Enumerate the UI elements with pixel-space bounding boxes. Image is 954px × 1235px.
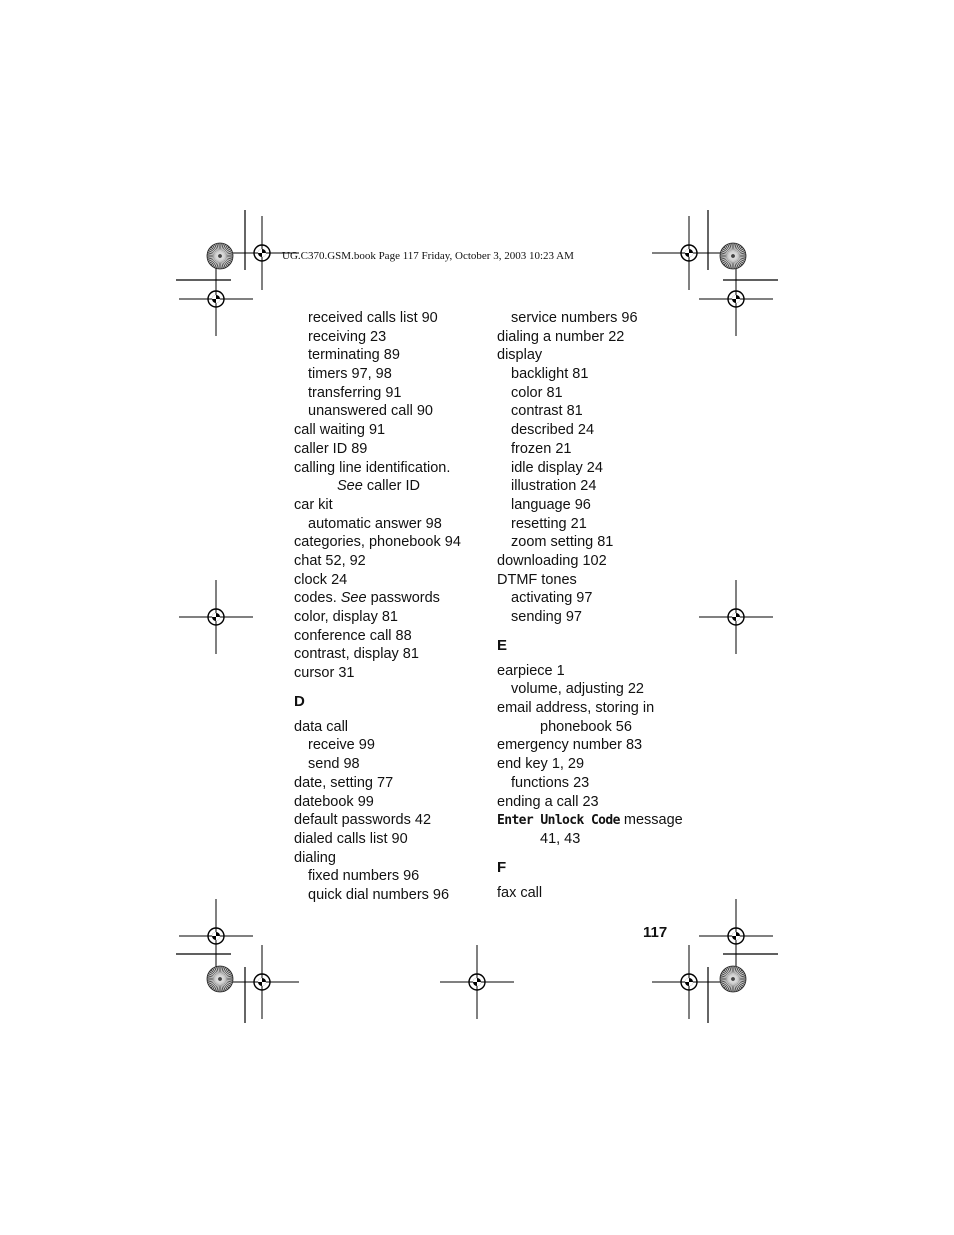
index-entry — [497, 533, 697, 552]
index-entry — [497, 718, 697, 737]
entry-text: volume, adjusting 22 — [511, 681, 644, 698]
registration-target-icon — [179, 899, 253, 973]
index-entry — [294, 645, 494, 664]
index-entry — [294, 365, 494, 384]
entry-text: fixed numbers 96 — [308, 868, 420, 885]
registration-target-icon — [699, 899, 773, 973]
index-entry — [497, 309, 697, 328]
entry-text: default passwords 42 — [294, 812, 432, 829]
entry-text: functions 23 — [511, 774, 590, 791]
entry-text: receiving 23 — [308, 328, 387, 345]
entry-text: activating 97 — [511, 590, 593, 607]
registration-target-icon — [699, 262, 773, 336]
index-entry — [497, 477, 697, 496]
entry-text: See — [337, 478, 363, 495]
display-message-text: Enter Unlock Code — [497, 813, 620, 829]
index-entry — [497, 736, 697, 755]
registration-target-icon — [225, 945, 299, 1019]
index-entry — [294, 755, 494, 774]
entry-text: passwords — [366, 590, 440, 607]
entry-text: conference call 88 — [294, 627, 412, 644]
registration-target-icon — [440, 945, 514, 1019]
entry-text: zoom setting 81 — [511, 534, 614, 551]
entry-text: caller ID 89 — [294, 440, 368, 457]
index-entry — [497, 421, 697, 440]
entry-text: clock 24 — [294, 571, 348, 588]
entry-text: received calls list 90 — [308, 310, 438, 326]
index-entry — [294, 440, 494, 459]
starburst-icon — [720, 966, 746, 992]
entry-text: automatic answer 98 — [308, 515, 442, 532]
index-entry — [497, 571, 697, 590]
index-entry — [497, 496, 697, 515]
entry-text: sending 97 — [511, 609, 582, 625]
entry-text: ending a call 23 — [497, 793, 599, 810]
index-entry — [294, 515, 494, 534]
index-entry — [497, 384, 697, 403]
index-entry — [497, 402, 697, 421]
index-entry — [294, 718, 494, 737]
starburst-icon — [720, 243, 746, 269]
page-number: 117 — [643, 924, 668, 941]
index-entry — [294, 608, 494, 627]
index-entry — [294, 309, 494, 328]
index-entry — [294, 627, 494, 646]
entry-text: end key 1, 29 — [497, 756, 585, 773]
index-entry — [497, 811, 697, 830]
entry-text: quick dial numbers 96 — [308, 886, 450, 903]
entry-text: receive 99 — [308, 737, 375, 754]
starburst-icon — [207, 243, 233, 269]
entry-text: call waiting 91 — [294, 422, 386, 439]
entry-text: fax call — [497, 884, 543, 901]
entry-text: data call — [294, 718, 349, 735]
index-entry — [497, 459, 697, 478]
index-entry — [294, 774, 494, 793]
entry-text: idle display 24 — [511, 459, 603, 476]
index-entry — [497, 589, 697, 608]
index-column-left — [294, 309, 494, 905]
index-column-right — [497, 309, 697, 902]
index-entry — [294, 552, 494, 571]
entry-text: contrast, display 81 — [294, 646, 419, 663]
entry-text: contrast 81 — [511, 403, 583, 420]
entry-text: caller ID — [362, 478, 421, 495]
registration-target-icon — [179, 262, 253, 336]
entry-text: language 96 — [511, 496, 591, 513]
index-entry — [294, 477, 494, 496]
entry-text: chat 52, 92 — [294, 552, 366, 569]
entry-text: email address, storing in — [497, 700, 655, 717]
index-entry — [294, 459, 494, 478]
entry-text: message — [619, 812, 683, 829]
entry-text: unanswered call 90 — [308, 403, 433, 420]
section-letter: E — [497, 636, 508, 654]
index-entry — [294, 328, 494, 347]
entry-text: timers 97, 98 — [308, 366, 392, 383]
registration-target-icon — [652, 945, 726, 1019]
section-letter: F — [497, 858, 507, 876]
entry-text: transferring 91 — [308, 384, 402, 401]
entry-text: backlight 81 — [511, 366, 589, 383]
index-entry — [497, 552, 697, 571]
entry-text: datebook 99 — [294, 793, 374, 810]
index-entry — [294, 849, 494, 868]
entry-text: color 81 — [511, 384, 563, 401]
entry-text: display — [497, 347, 543, 364]
index-entry — [497, 608, 697, 627]
entry-text: DTMF tones — [497, 571, 577, 588]
index-entry — [294, 793, 494, 812]
index-entry — [294, 402, 494, 421]
entry-text: date, setting 77 — [294, 774, 394, 791]
registration-target-icon — [699, 580, 773, 654]
index-entry — [497, 365, 697, 384]
starburst-icon — [207, 966, 233, 992]
index-entry — [497, 662, 697, 681]
index-entry — [497, 328, 697, 347]
index-entry — [497, 830, 697, 849]
index-entry — [294, 867, 494, 886]
entry-text: cursor 31 — [294, 665, 355, 682]
index-entry — [294, 811, 494, 830]
index-entry — [294, 664, 494, 683]
entry-text: earpiece 1 — [497, 662, 565, 679]
entry-text: dialing — [294, 849, 336, 866]
index-entry — [497, 793, 697, 812]
registration-target-icon — [179, 580, 253, 654]
index-entry — [497, 680, 697, 699]
entry-text: downloading 102 — [497, 552, 607, 569]
entry-text: codes. — [294, 590, 341, 607]
entry-text: car kit — [294, 496, 333, 513]
entry-text: phonebook 56 — [540, 718, 632, 735]
index-entry — [497, 440, 697, 459]
entry-text: dialing a number 22 — [497, 328, 625, 345]
entry-text: send 98 — [308, 756, 360, 773]
index-entry — [294, 533, 494, 552]
entry-text: service numbers 96 — [511, 310, 638, 326]
entry-text: described 24 — [511, 422, 595, 439]
section-letter: D — [294, 692, 305, 710]
entry-text: dialed calls list 90 — [294, 830, 408, 847]
index-entry — [294, 571, 494, 590]
index-entry — [497, 699, 697, 718]
index-entry — [497, 755, 697, 774]
index-entry — [294, 589, 494, 608]
entry-text: 41, 43 — [540, 830, 581, 847]
index-entry — [294, 736, 494, 755]
index-entry — [294, 421, 494, 440]
index-entry — [497, 774, 697, 793]
index-entry — [497, 884, 697, 903]
entry-text: illustration 24 — [511, 478, 597, 495]
index-entry — [294, 346, 494, 365]
entry-text: resetting 21 — [511, 515, 587, 532]
entry-text: terminating 89 — [308, 347, 400, 364]
index-entry — [294, 384, 494, 403]
entry-text: categories, phonebook 94 — [294, 534, 461, 551]
index-entry — [294, 886, 494, 905]
index-entry — [497, 515, 697, 534]
index-entry — [497, 346, 697, 365]
entry-text: color, display 81 — [294, 609, 398, 625]
entry-text: calling line identification. — [294, 459, 451, 476]
entry-text: emergency number 83 — [497, 737, 643, 754]
index-entry — [294, 830, 494, 849]
entry-text: frozen 21 — [511, 440, 572, 457]
entry-text: See — [340, 590, 367, 607]
print-header: UG.C370.GSM.book Page 117 Friday, October 3, 2003 10:23 AM — [282, 250, 574, 262]
registration-target-icon — [652, 216, 726, 290]
index-entry — [294, 496, 494, 515]
